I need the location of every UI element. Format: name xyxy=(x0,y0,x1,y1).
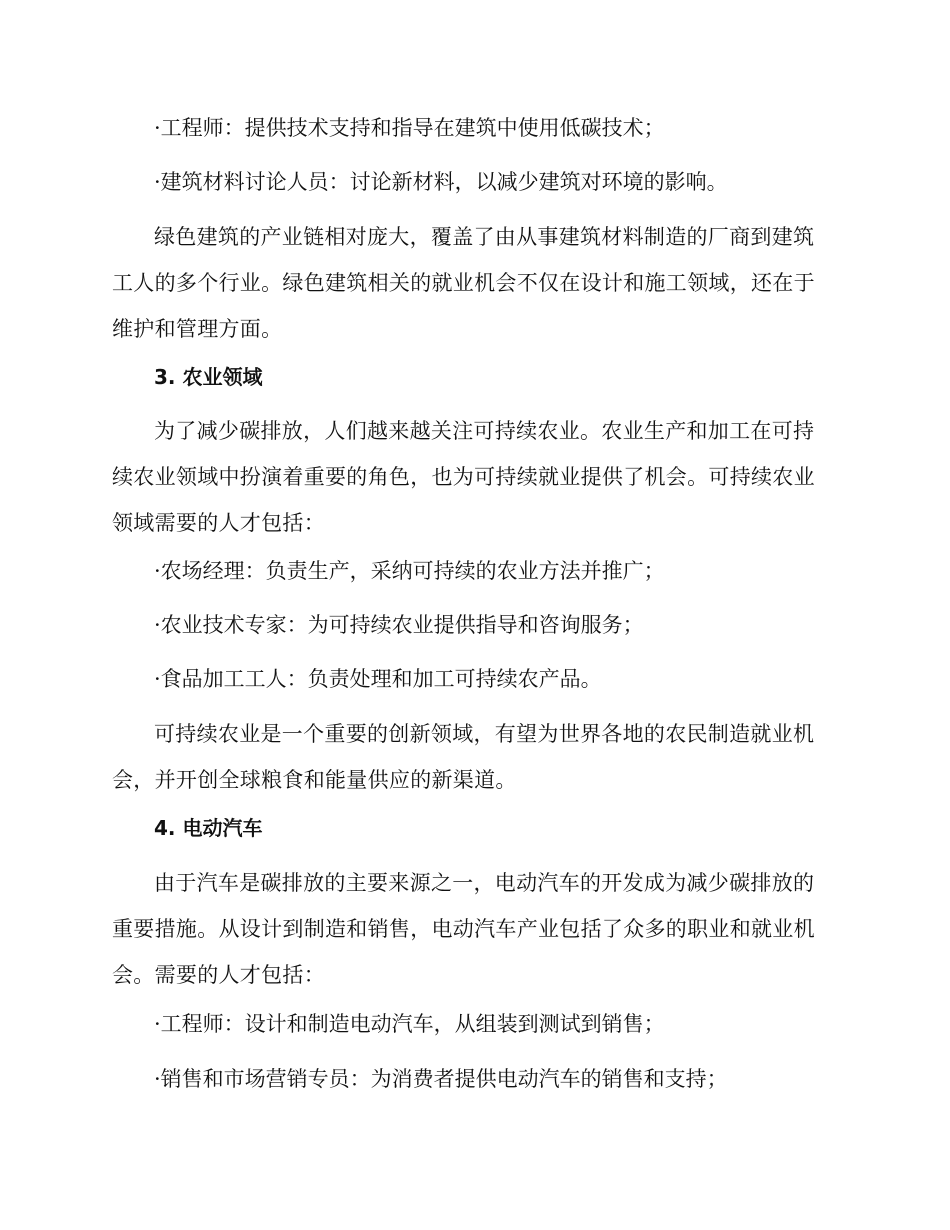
list-item-engineer-building: ·工程师：提供技术支持和指导在建筑中使用低碳技术； xyxy=(154,116,665,140)
text-line: 可持续农业是一个重要的创新领域，有望为世界各地的农民制造就业机 xyxy=(154,722,815,746)
list-item-farm-manager: ·农场经理：负责生产，采纳可持续的农业方法并推广； xyxy=(154,559,665,583)
text-line: 维护和管理方面。 xyxy=(112,317,283,341)
list-item-food-worker: ·食品加工工人：负责处理和加工可持续农产品。 xyxy=(154,667,602,691)
list-item-ev-engineer: ·工程师：设计和制造电动汽车，从组装到测试到销售； xyxy=(154,1012,665,1036)
section-heading-ev: 4. 电动汽车 xyxy=(154,816,263,840)
text-line: 绿色建筑的产业链相对庞大，覆盖了由从事建筑材料制造的厂商到建筑 xyxy=(154,225,815,249)
paragraph-agriculture-intro xyxy=(112,408,832,546)
list-item-ev-sales: ·销售和市场营销专员：为消费者提供电动汽车的销售和支持； xyxy=(154,1067,728,1091)
list-item-agri-expert: ·农业技术专家：为可持续农业提供指导和咨询服务； xyxy=(154,613,644,637)
text-line: 为了减少碳排放，人们越来越关注可持续农业。农业生产和加工在可持 xyxy=(154,419,815,443)
paragraph-ev-intro xyxy=(112,860,832,998)
text-line: 工人的多个行业。绿色建筑相关的就业机会不仅在设计和施工领域，还在于 xyxy=(112,271,815,295)
text-line: 会。需要的人才包括： xyxy=(112,963,325,987)
paragraph-agriculture-summary xyxy=(112,711,832,803)
text-line: 领域需要的人才包括： xyxy=(112,511,325,535)
section-heading-agriculture: 3. 农业领域 xyxy=(154,365,263,389)
list-item-materials-staff: ·建筑材料讨论人员：讨论新材料，以减少建筑对环境的影响。 xyxy=(154,170,728,194)
text-line: 续农业领域中扮演着重要的角色，也为可持续就业提供了机会。可持续农业 xyxy=(112,465,815,489)
text-line: 会，并开创全球粮食和能量供应的新渠道。 xyxy=(112,768,517,792)
text-line: 由于汽车是碳排放的主要来源之一，电动汽车的开发成为减少碳排放的 xyxy=(154,871,815,895)
text-line: 重要措施。从设计到制造和销售，电动汽车产业包括了众多的职业和就业机 xyxy=(112,917,815,941)
paragraph-green-building xyxy=(112,214,832,352)
